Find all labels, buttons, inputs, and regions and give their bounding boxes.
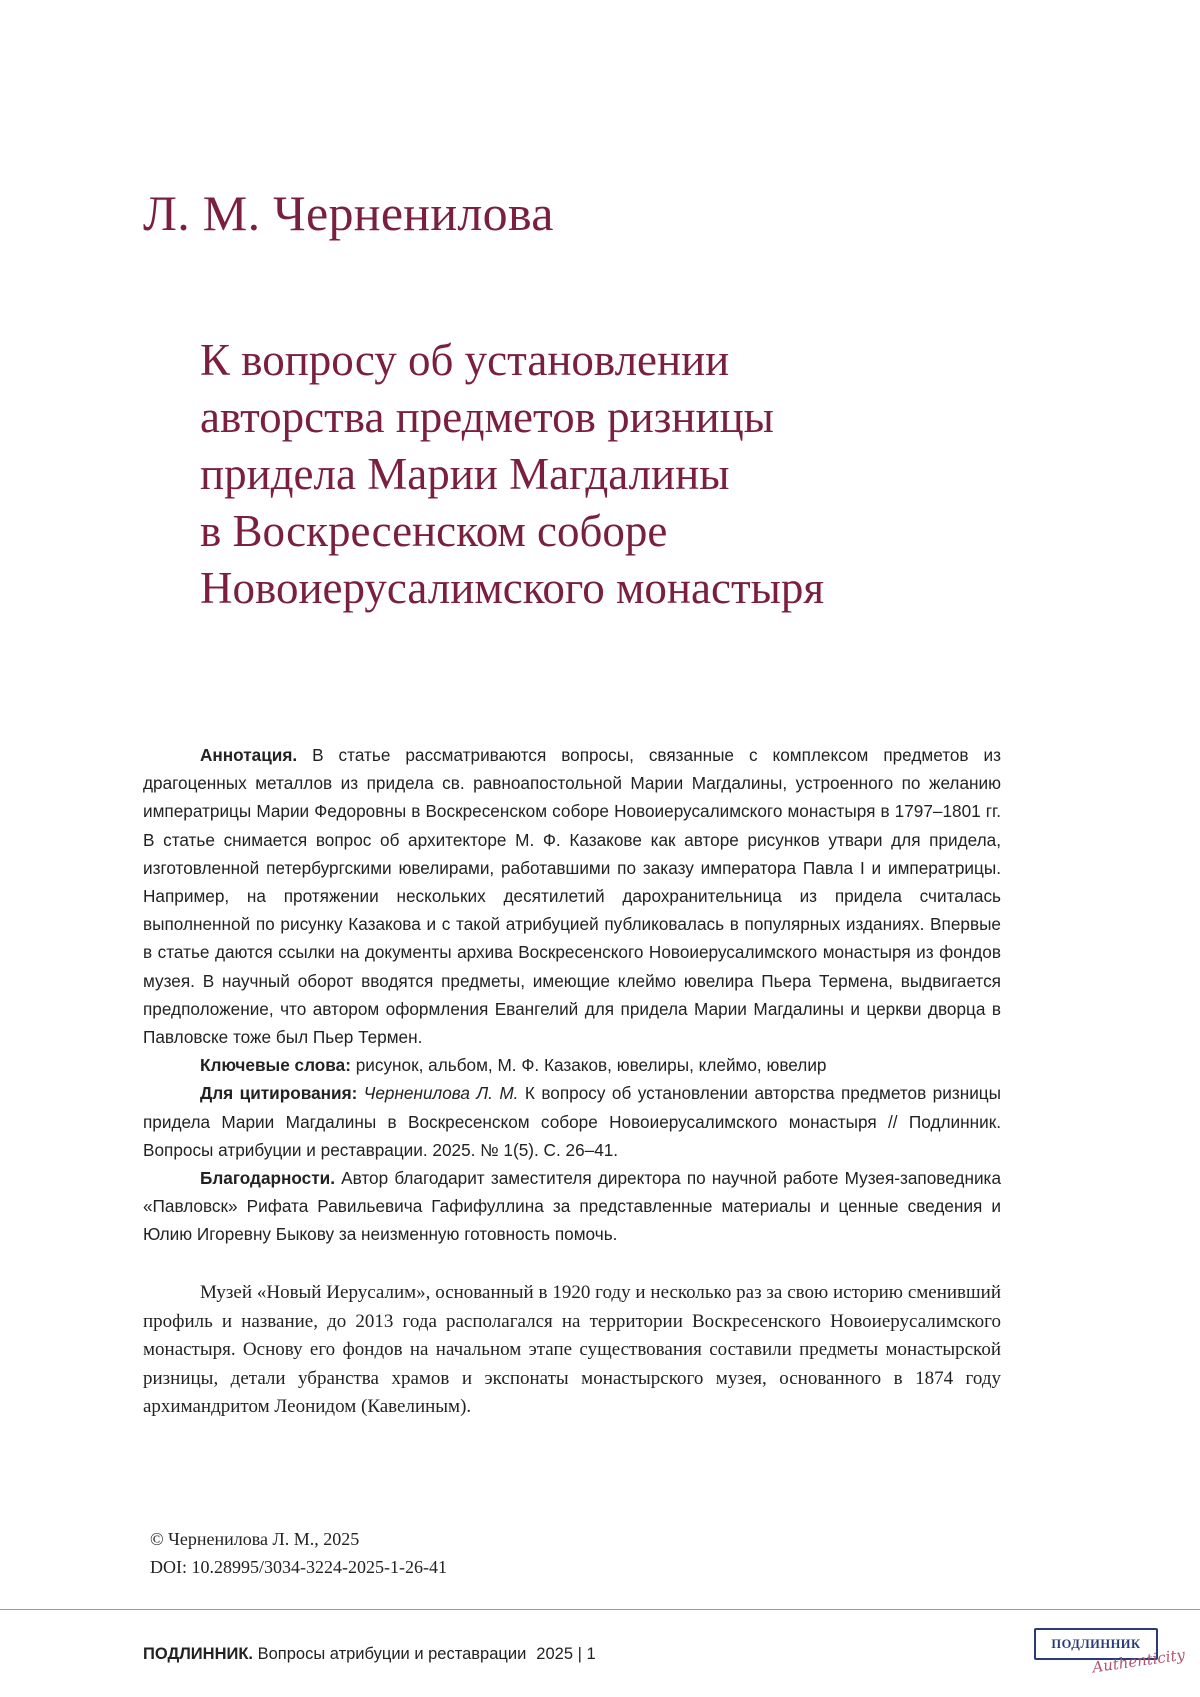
- title-line: Новоиерусалимского монастыря: [200, 563, 825, 613]
- doi-line: DOI: 10.28995/3034-3224-2025-1-26-41: [150, 1557, 447, 1577]
- footer-divider: [0, 1609, 1200, 1610]
- article-author: Л. М. Черненилова: [143, 185, 554, 241]
- journal-logo: [1034, 1628, 1187, 1677]
- abstract-label: Аннотация.: [200, 745, 298, 765]
- logo-box: ПОДЛИННИК: [1034, 1628, 1158, 1660]
- abstract-text: В статье рассматриваются вопросы, связанные с комплексом предметов из драгоценных металлов из придела св. равноапостольной Марии Магдалины, устроенного по желанию императрицы Марии Федоровны в Воскресенском соборе Новоиерусалимского монастыря в 1797–1801 гг. В статье снимается вопрос об архитекторе М. Ф. Казакове как авторе рисунков утвари для придела, изготовленной петербургскими ювелирами, работавшими по заказу императора Павла I и императрицы. Например, на протяжении нескольких десятилетий дарохранительница из придела считалась выполненной по рисунку Казакова и с такой атрибуцией публиковалась в популярных изданиях. Впервые в статье даются ссылки на документы архива Воскресенского Новоиерусалимского монастыря из фондов музея. В научный оборот вводятся предметы, имеющие клеймо ювелира Пьера Термена, выдвигается предположение, что автором оформления Евангелий для придела Марии Магдалины и церкви дворца в Павловске тоже был Пьер Термен.: [143, 745, 1001, 1048]
- page-footer: [143, 1645, 596, 1664]
- title-line: в Воскресенском соборе: [200, 506, 668, 556]
- acknowledgements-text: Автор благодарит заместителя директора по научной работе Музея-заповедника «Павловск» Рифата Равильевича Гафифуллина за представленные материалы и ценные сведения и Юлию Игоревну Быкову за неизменную готовность помочь.: [143, 1168, 1001, 1245]
- abstract-section: [143, 741, 1001, 1249]
- copyright-block: [150, 1525, 447, 1581]
- acknowledgements-paragraph: [143, 1164, 1001, 1249]
- article-title: [200, 332, 1100, 617]
- citation-author: Черненилова Л. М.: [357, 1083, 519, 1104]
- footer-journal-name: ПОДЛИННИК.: [143, 1645, 254, 1663]
- body-section: [143, 1279, 1001, 1422]
- footer-journal-subtitle: Вопросы атрибуции и реставрации: [253, 1645, 527, 1663]
- title-line: придела Марии Магдалины: [200, 449, 730, 499]
- logo-script: Authenticity: [1091, 1645, 1187, 1677]
- citation-label: Для цитирования:: [200, 1083, 358, 1104]
- abstract-paragraph: [143, 741, 1001, 1051]
- title-line: авторства предметов ризницы: [200, 392, 774, 442]
- citation-paragraph: [143, 1079, 1001, 1164]
- body-paragraph: Музей «Новый Иерусалим», основанный в 1920 году и несколько раз за свою историю сменивший профиль и название, до 2013 года располагался на территории Воскресенского Новоиерусалимского монастыря. Основу его фондов на начальном этапе существования составили предметы монастырской ризницы, детали убранства храмов и экспонаты монастырского музея, основанного в 1874 году архимандритом Леонидом (Кавелиным).: [143, 1282, 1001, 1417]
- keywords-label: Ключевые слова:: [200, 1055, 351, 1076]
- footer-issue: 2025 | 1: [536, 1645, 596, 1663]
- copyright-line: © Черненилова Л. М., 2025: [150, 1529, 360, 1549]
- citation-text: К вопросу об установлении авторства предметов ризницы придела Марии Магдалины в Воскресенском соборе Новоиерусалимского монастыря // Подлинник. Вопросы атрибуции и реставрации. 2025. № 1(5). С. 26–41.: [143, 1083, 1001, 1160]
- keywords-text: рисунок, альбом, М. Ф. Казаков, ювелиры, клеймо, ювелир: [350, 1055, 827, 1076]
- title-line: К вопросу об установлении: [200, 335, 730, 385]
- keywords-paragraph: [143, 1051, 1001, 1079]
- acknowledgements-label: Благодарности.: [200, 1168, 335, 1189]
